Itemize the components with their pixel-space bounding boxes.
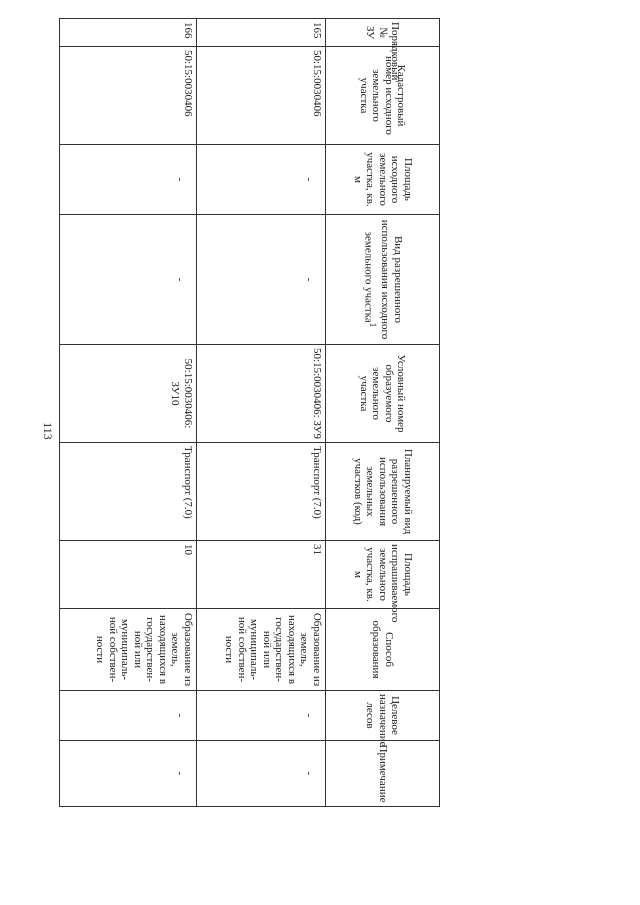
cell-cadastral: 50:15:0030406 <box>197 47 326 145</box>
table-header-row <box>326 19 440 807</box>
cell-planned-use: Транспорт (7.0) <box>60 443 197 541</box>
header-cadastral: Кадастровый номер исходного земельного участка <box>326 47 440 145</box>
cell-seq: 166 <box>60 19 197 47</box>
header-req-area: Площадь испрашиваемого земельного участка, кв. м <box>326 541 440 609</box>
header-note: Примечание <box>326 741 440 807</box>
land-plot-table-wrapper <box>60 18 440 806</box>
cell-source-use: - <box>197 215 326 345</box>
cell-source-area: - <box>197 145 326 215</box>
cell-forest: - <box>197 691 326 741</box>
header-forest: Целевое назначение лесов <box>326 691 440 741</box>
header-source-use <box>326 215 440 345</box>
cell-method: Образование из земель, находящихся в государствен-ной или муниципаль-ной собствен-ности <box>197 609 326 691</box>
cell-seq: 165 <box>197 19 326 47</box>
cell-cadastral: 50:15:0030406 <box>60 47 197 145</box>
header-source-area: Площадь исходного земельного участка, кв. м <box>326 145 440 215</box>
cell-req-area: 10 <box>60 541 197 609</box>
header-planned-use: Планируемый вид разрешенного использования земельных участков (код) <box>326 443 440 541</box>
header-method: Способ образования <box>326 609 440 691</box>
cell-planned-use: Транспорт (7.0) <box>197 443 326 541</box>
page-number: 113 <box>41 422 55 440</box>
land-plot-table <box>59 18 440 807</box>
cell-req-area: 31 <box>197 541 326 609</box>
header-cond-number: Условный номер образуемого земельного участка <box>326 345 440 443</box>
cell-note: - <box>197 741 326 807</box>
cell-source-area: - <box>60 145 197 215</box>
cell-forest: - <box>60 691 197 741</box>
header-seq: Порядковый № ЗУ <box>326 19 440 47</box>
cell-method: Образование из земель, находящихся в государствен-ной или муниципаль-ной собствен-ности <box>60 609 197 691</box>
cell-note: - <box>60 741 197 807</box>
cell-cond-number: 50:15:0030406: ЗУ10 <box>60 345 197 443</box>
table-row <box>60 19 197 807</box>
header-source-use-footnote: 1 <box>367 322 378 328</box>
table-row <box>197 19 326 807</box>
cell-source-use: - <box>60 215 197 345</box>
cell-cond-number: 50:15:0030406: ЗУ9 <box>197 345 326 443</box>
header-source-use-text: Вид разрешенного использования исходного земельного участка <box>361 219 404 340</box>
